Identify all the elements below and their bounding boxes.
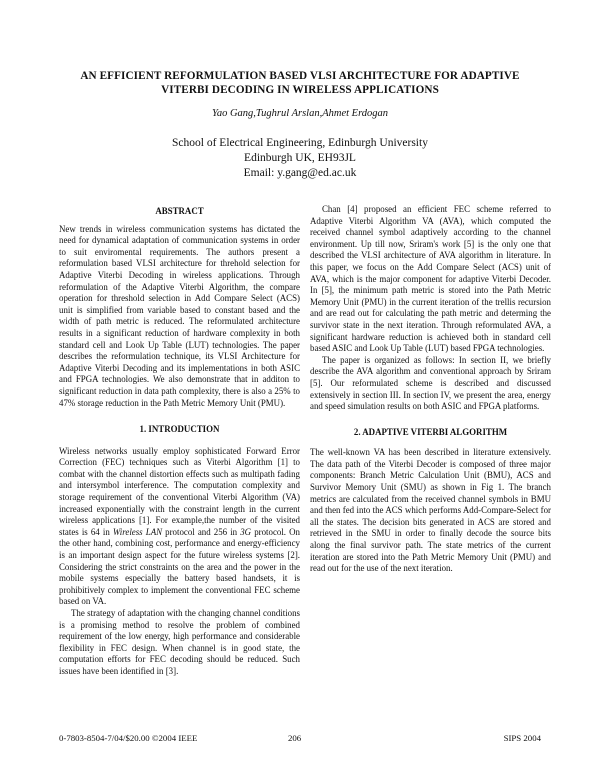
title-line-1: AN EFFICIENT REFORMULATION BASED VLSI ARCHITECTURE FOR ADAPTIVE: [80, 70, 520, 82]
footer-page-number: 206: [288, 733, 302, 743]
section-2-heading: 2. ADAPTIVE VITERBI ALGORITHM: [353, 426, 508, 437]
affiliation-line-2: Edinburgh UK, EH93JL: [244, 152, 356, 164]
intro-p1-part-a: Wireless networks usually employ sophisticated Forward Error Correction (FEC) techniques such as Viterbi Algorithm [1] to combat with the channel distortion effects such as multipath fading and intersymbol interference. The computation complexity and storage requirement of the conventional Viterbi Algorithm (VA) increased exponentially with the constraint length in the current wireless applications [1]. For example,the number of the visited states is 64 in: [59, 445, 300, 537]
affiliation-line-1: School of Electrical Engineering, Edinburgh University: [172, 137, 428, 149]
title-line-2: VITERBI DECODING IN WIRELESS APPLICATIONS: [161, 84, 439, 96]
intro-paragraph-2: The strategy of adaptation with the changing channel conditions is a promising method to resolve the problem of combined requirement of the low energy, high performance and considerable flexibility in FEC design. When channel is in good state, the computation efforts for FEC decoding should be reduced. Such issues have been identified in [3].: [59, 608, 300, 676]
right-column: [310, 204, 551, 575]
section-2-paragraph-1: The well-known VA has been described in literature extensively. The data path of the Viterbi Decoder is composed of three major components: Branch Metric Calculation Unit (BMU), ACS and Survivor Memory Unit (SMU) as shown in Fig 1. The branch metrics are calculated from the received channel symbols in BMU and then fed into the ACS which performs Add-Compare-Select for all the states. The decision bits generated in ACS are stored and retrieved in the SMU in order to finally decode the source bits along the final survivor path. The state metrics of the current iteration are stored into the Path Metric Memory Unit (PMU) and read out for the use of the next iteration.: [310, 447, 551, 574]
paper-title: [40, 69, 560, 97]
affiliation-block: [40, 136, 560, 181]
intro-p1-emphasis-wlan: Wireless LAN: [112, 526, 163, 537]
footer-venue: SIPS 2004: [503, 733, 541, 743]
intro-paragraph-3: Chan [4] proposed an efficient FEC scheme referred to Adaptive Viterbi Algorithm VA (AVA), which computed the received channel symbol adaptively according to the channel environment. Up till now, Sriram's work [5] is the only one that described the VLSI architecture of AVA algorithm in literature. In this paper, we focus on the Add Compare Select (ACS) unit of AVA, which is the major component for adaptive Viterbi Decoder. In [5], the minimum path metric is stored into the Path Metric Memory Unit (PMU) in the current iteration of the trellis recursion and are read out for calculating the path metric and determing the survivor state in the next iteration. Through reformulated AVA, a significant hardware reduction is achieved both in standard cell based ASIC and Look Up Table (LUT) based FPGA technologies.: [310, 204, 551, 354]
intro-p1-part-c: protocol. On the other hand, combining cost, performance and energy-efficiency is an important design aspect for the future wireless systems [2]. Considering the strict constraints on the area and the power in the mobile systems especially the battery based handsets, it is prohibitively complex to implement the conventional FEC scheme based on VA.: [59, 526, 300, 607]
footer-copyright: 0-7803-8504-7/04/$20.00 ©2004 IEEE: [59, 733, 198, 743]
intro-paragraph-1: [59, 446, 300, 608]
introduction-heading: 1. INTRODUCTION: [139, 424, 220, 435]
intro-p1-emphasis-3g: 3G: [240, 526, 252, 537]
abstract-text: New trends in wireless communication systems has dictated the need for dynamical adaptation of communication systems in order to suit enviromental requirements. The authors present a reformulation based VLSI architecture for threhold selection for Adaptive Viterbi Decoding in wireless applications. Through reformulation of the Adaptive Viterbi Algorithm, the compare operation for threshold selection in Add Compare Select (ACS) unit is simplified from variable based to constant based and the width of path metric is reduced. The reformulated architecture results in a significant reduction of hardware complexity in both standard cell and Look Up Table (LUT) technologies. The paper describes the reformulation technique, its VLSI Architecture for Adaptive Viterbi Decoding and its implementations in both ASIC and FPGA technologies. We also demonstrate that in additon to significant reduction in data path complexity, there is also a 25% to 47% storage reduction in the Path Metric Memory Unit (PMU).: [59, 223, 300, 408]
author-email: Email: y.gang@ed.ac.uk: [243, 167, 357, 179]
intro-p1-part-b: protocol and 256 in: [162, 526, 241, 537]
author-list: Yao Gang,Tughrul Arslan,Ahmet Erdogan: [211, 108, 389, 119]
abstract-heading: ABSTRACT: [155, 206, 204, 216]
intro-paragraph-4: The paper is organized as follows: In section II, we briefly describe the AVA algorithm and conventional approach by Sriram [5]. Our reformulated scheme is described and discussed extensively in section III. In section IV, we present the area, energy and speed simulation results on both ASIC and FPGA platforms.: [310, 354, 551, 412]
left-column: [59, 206, 300, 678]
